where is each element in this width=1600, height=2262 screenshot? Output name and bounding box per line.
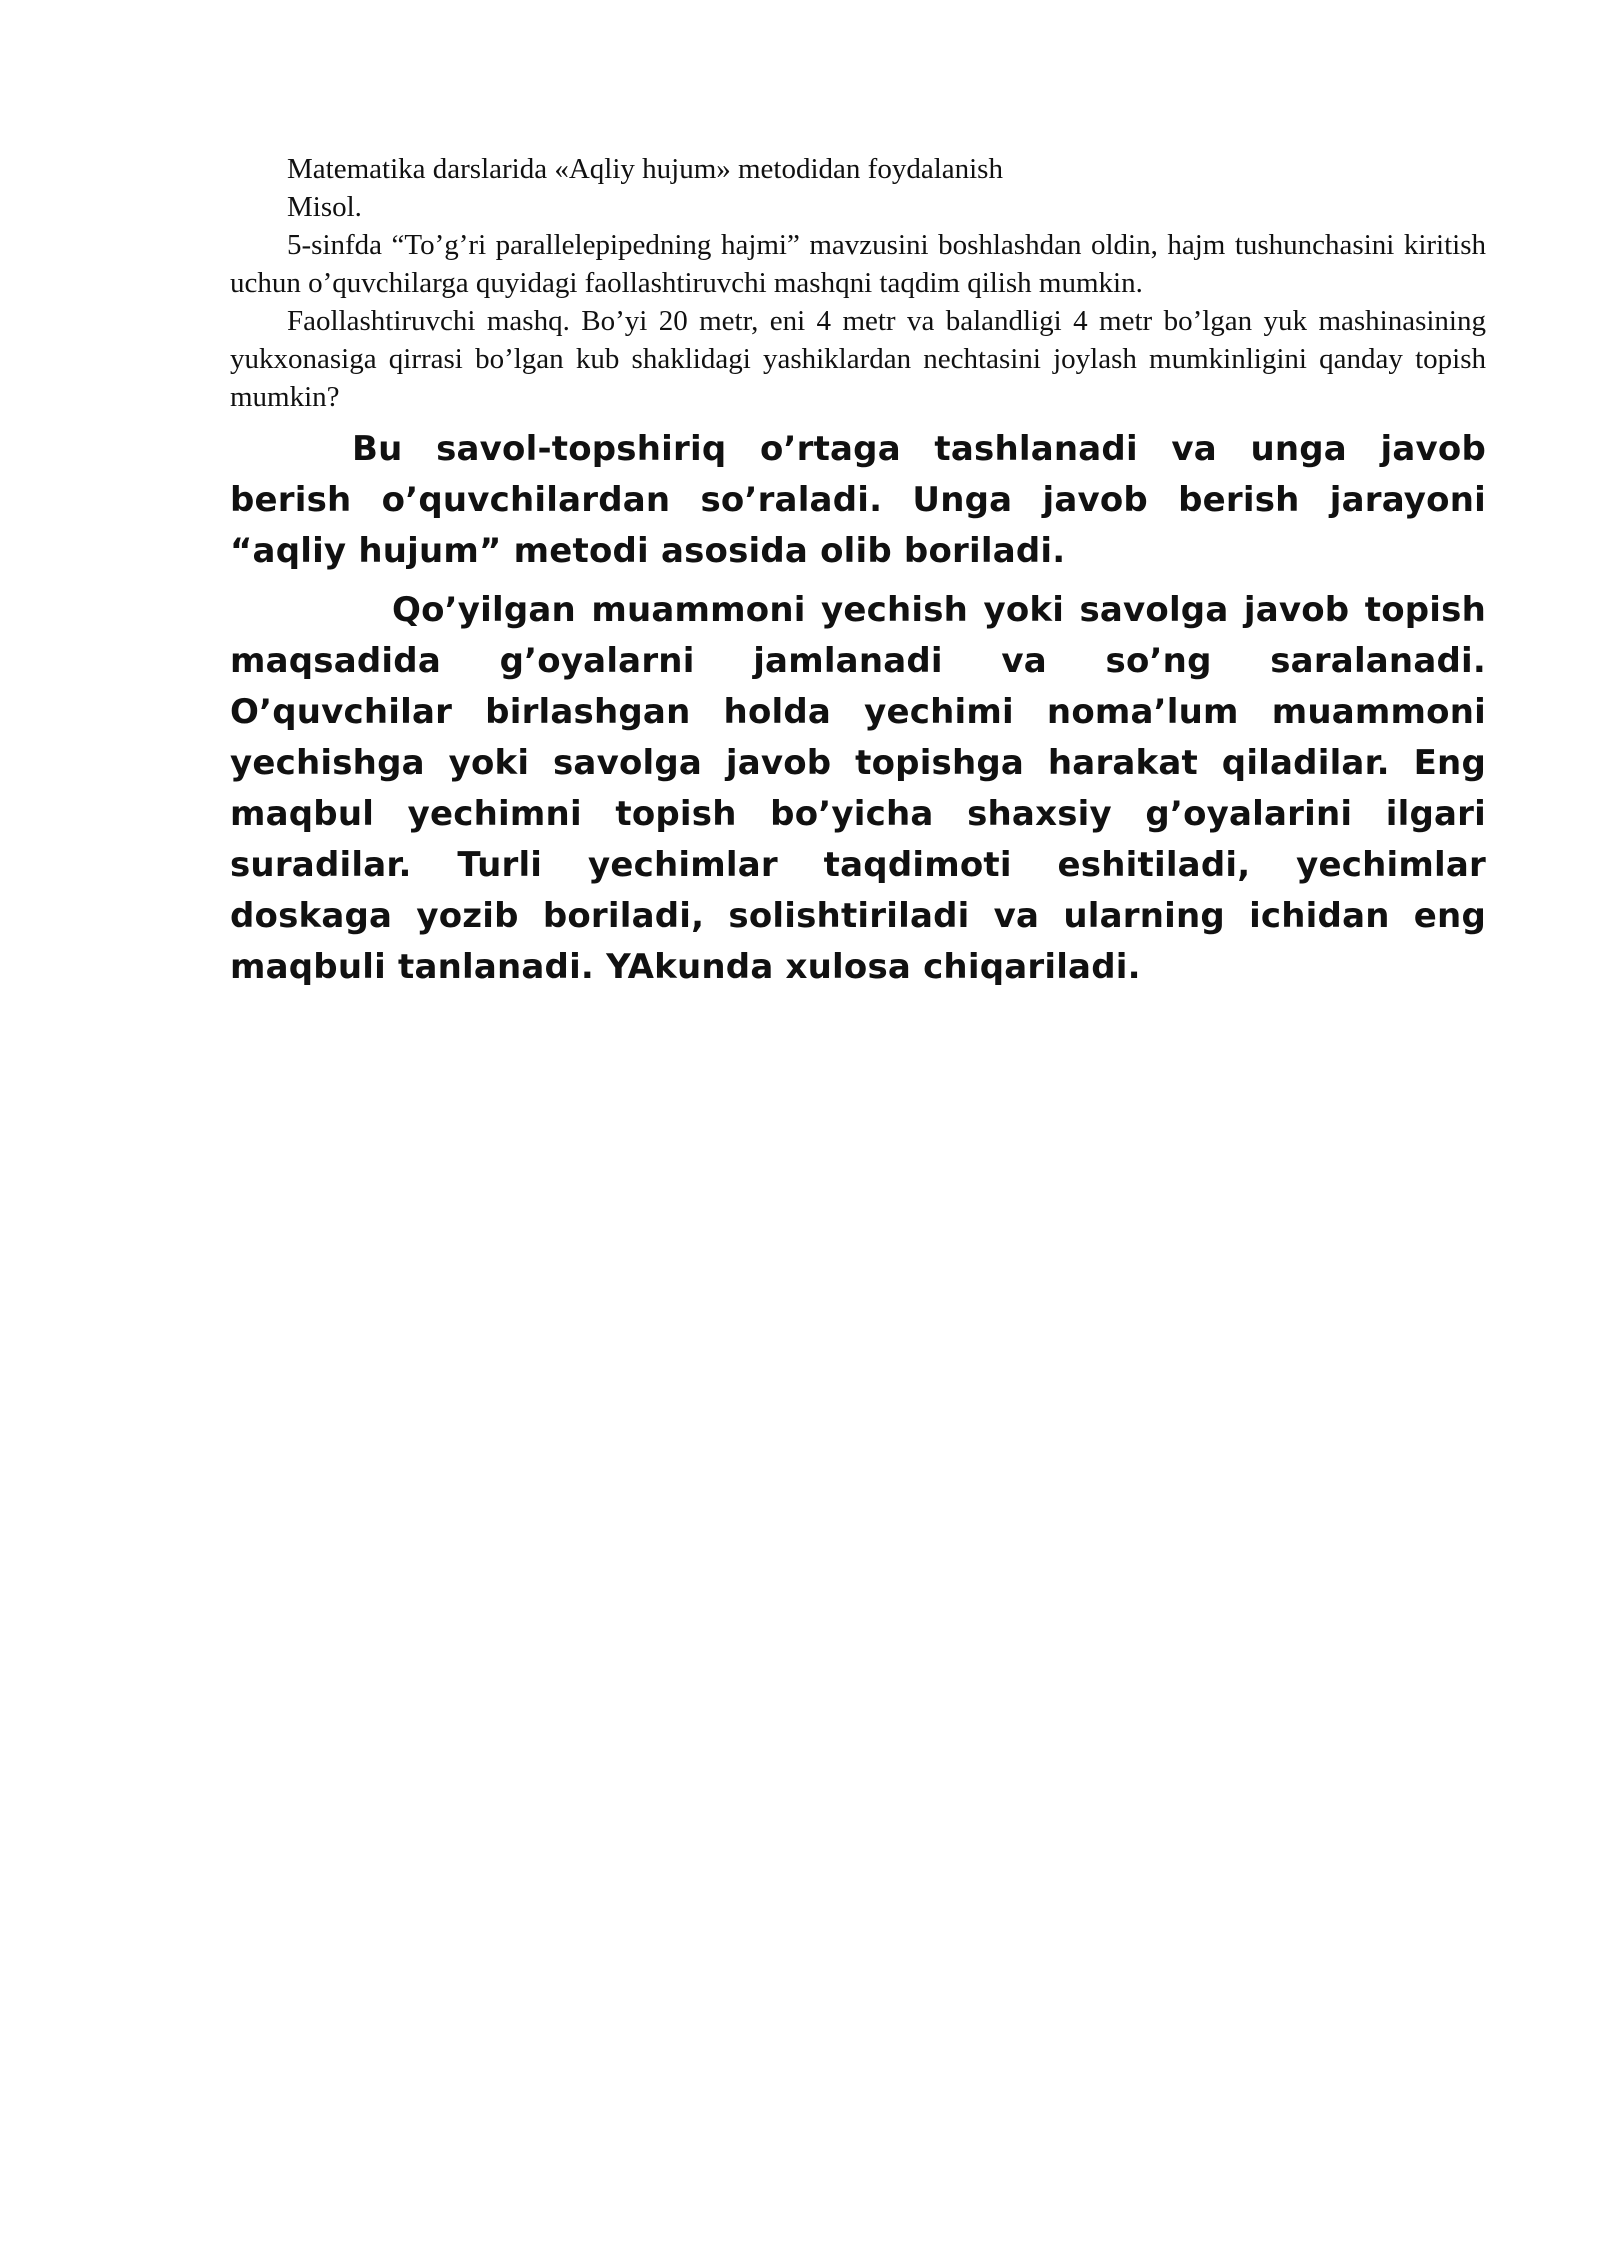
paragraph-intro: 5-sinfda “To’g’ri parallelepipedning hajmi” mavzusini boshlashdan oldin, hajm tushunchasini kiritish uchun o’quvchilarga quyidagi faollashtiruvchi mashqni taqdim qilish mumkin. (230, 229, 1486, 299)
example-label: Misol. (287, 191, 362, 223)
spacer (230, 416, 1486, 424)
bold-paragraph-brainstorm: Qo’yilgan muammoni yechish yoki savolga javob topish maqsadida g’oyalarni jamlanadi va so’ng saralanadi. O’quvchilar birlashgan holda yechimi noma’lum muammoni yechishga yoki savolga javob topishga harakat qiladilar. Eng maqbul yechimni topish bo’yicha shaxsiy g’oyalarini ilgari suradilar. Turli yechimlar taqdimoti eshitiladi, yechimlar doskaga yozib boriladi, solishtiriladi va ularning ichidan eng maqbuli tanlanadi. YAkunda xulosa chiqariladi. (230, 590, 1486, 987)
spacer (230, 577, 1486, 585)
paragraph-exercise: Faollashtiruvchi mashq. Bo’yi 20 metr, eni 4 metr va balandligi 4 metr bo’lgan yuk mashinasining yukxonasiga qirrasi bo’lgan kub shaklidagi yashiklardan nechtasini joylash mumkinligini qanday topish mumkin? (230, 305, 1486, 413)
document-page (230, 150, 1486, 993)
document-title-line: Matematika darslarida «Aqliy hujum» metodidan foydalanish (287, 153, 1003, 185)
bold-paragraph-question: Bu savol-topshiriq o’rtaga tashlanadi va unga javob berish o’quvchilardan so’raladi. Unga javob berish jarayoni “aqliy hujum” metodi asosida olib boriladi. (230, 429, 1486, 571)
